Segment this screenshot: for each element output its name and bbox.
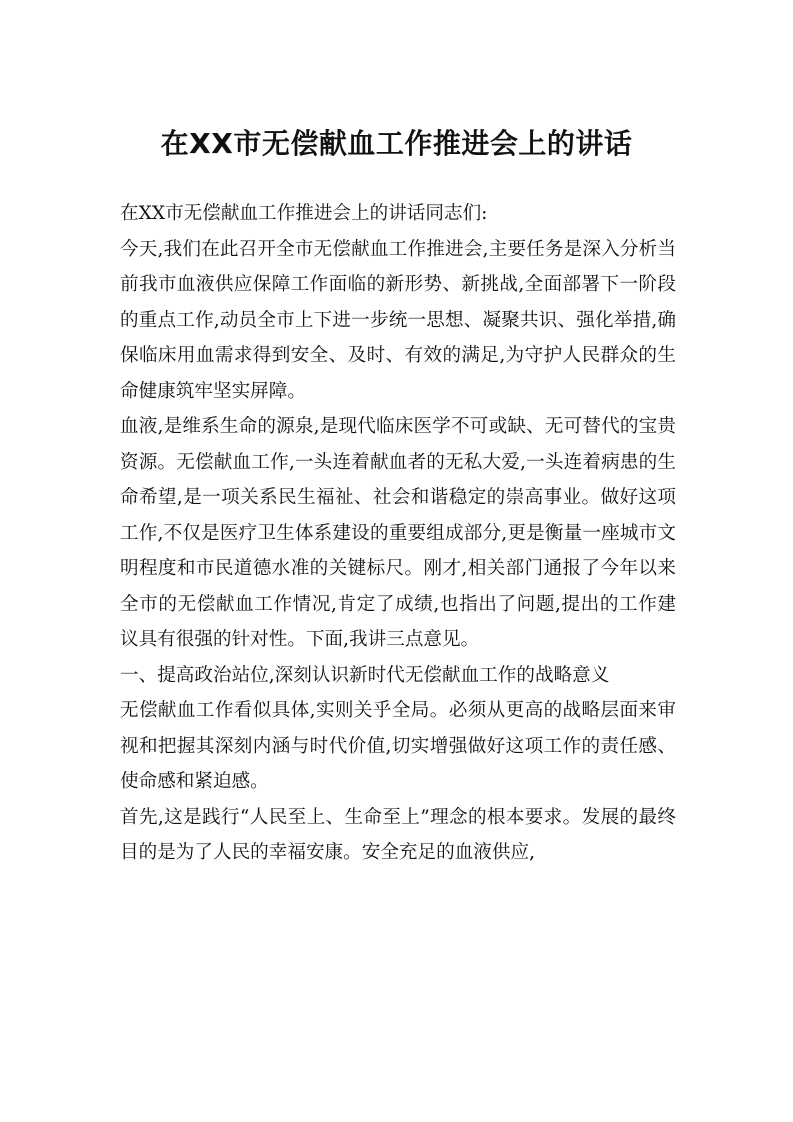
section-1-paragraph: 无偿献血工作看似具体,实则关乎全局。必须从更高的战略层面来审视和把握其深刻内涵与时代价值,切实增强做好这项工作的责任感、使命感和紧迫感。 <box>120 700 676 792</box>
document-title: 在XX市无偿献血工作推进会上的讲话 <box>160 127 633 160</box>
greeting-paragraph: 在XX市无偿献血工作推进会上的讲话同志们: <box>120 203 488 224</box>
first-point-paragraph: 首先,这是践行“人民至上、生命至上”理念的根本要求。发展的最终目的是为了人民的幸福安康。安全充足的血液供应, <box>120 806 676 863</box>
document-body <box>120 196 676 871</box>
intro-paragraph: 今天,我们在此召开全市无偿献血工作推进会,主要任务是深入分析当前我市血液供应保障工作面临的新形势、新挑战,全面部署下一阶段的重点工作,动员全市上下进一步统一思想、凝聚共识、强化举措,确保临床用血需求得到安全、及时、有效的满足,为守护人民群众的生命健康筑牢坚实屏障。 <box>120 238 676 402</box>
context-paragraph: 血液,是维系生命的源泉,是现代临床医学不可或缺、无可替代的宝贵资源。无偿献血工作,一头连着献血者的无私大爱,一头连着病患的生命希望,是一项关系民生福祉、社会和谐稳定的崇高事业。做好这项工作,不仅是医疗卫生体系建设的重要组成部分,更是衡量一座城市文明程度和市民道德水准的关键标尺。刚才,相关部门通报了今年以来全市的无偿献血工作情况,肯定了成绩,也指出了问题,提出的工作建议具有很强的针对性。下面,我讲三点意见。 <box>120 416 676 650</box>
section-heading-1: 一、提高政治站位,深刻认识新时代无偿献血工作的战略意义 <box>120 664 610 686</box>
